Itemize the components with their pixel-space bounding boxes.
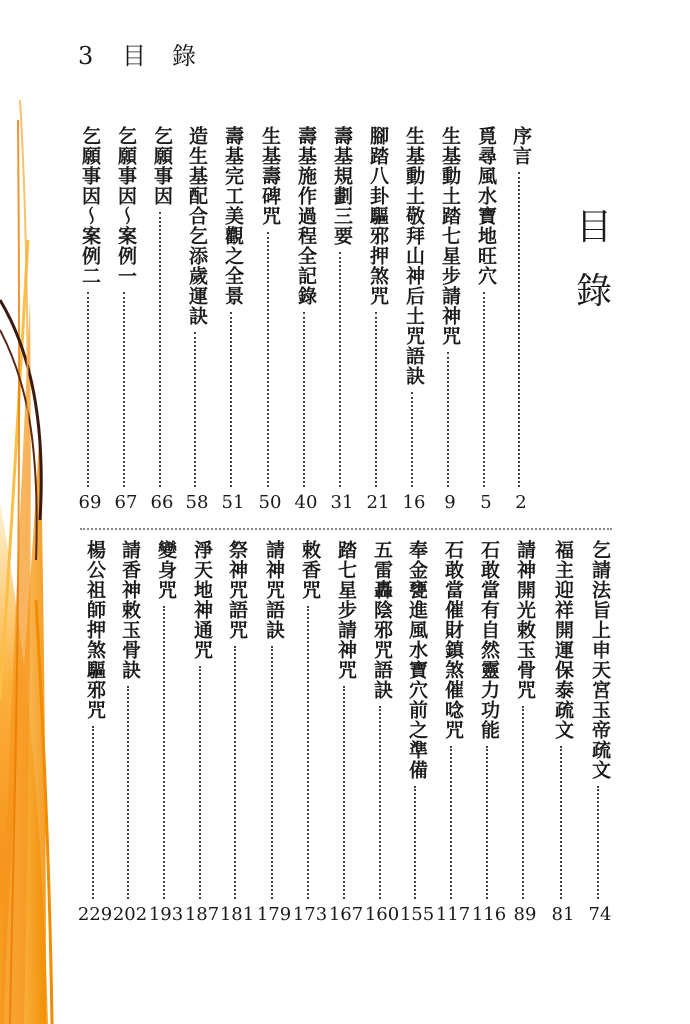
- running-header: [78, 38, 196, 74]
- toc-entry-page: 66: [150, 492, 174, 513]
- toc-entry-page: 67: [114, 492, 138, 513]
- toc-entry-page: 181: [219, 904, 255, 925]
- toc-entry-page: 179: [256, 904, 292, 925]
- toc-entry-page: 9: [444, 492, 456, 513]
- toc-entry-title: 五雷轟陰邪咒語訣: [371, 540, 393, 700]
- toc-entry: [506, 126, 536, 513]
- leader-dots: [447, 352, 449, 487]
- leader-dots: [123, 292, 125, 487]
- leader-dots: [560, 746, 562, 899]
- page-title: [574, 196, 614, 324]
- toc-entry-page: 81: [551, 904, 575, 925]
- toc-entry: [219, 540, 255, 925]
- toc-entry: [75, 126, 105, 513]
- toc-entry: [363, 126, 393, 513]
- leader-dots: [411, 392, 413, 487]
- toc-entry-title: 乞願事因〜案例二: [79, 126, 101, 286]
- toc-entry-title: 生基動土踏七星步請神咒: [439, 126, 461, 346]
- toc-entry-title: 變身咒: [155, 540, 177, 600]
- toc-entry-page: 74: [588, 904, 612, 925]
- toc-entry-title: 淨天地神通咒: [191, 540, 213, 660]
- leader-dots: [87, 292, 89, 487]
- toc-entry-title: 壽基規劃三要: [331, 126, 353, 246]
- toc-entry-page: 89: [513, 904, 537, 925]
- toc-entry-page: 50: [258, 492, 282, 513]
- leader-dots: [307, 606, 309, 899]
- leader-dots: [234, 646, 236, 899]
- toc-entry-title: 乞願事因〜案例一: [115, 126, 137, 286]
- toc-entry: [256, 540, 292, 925]
- toc-entry-title: 請神咒語訣: [263, 540, 285, 640]
- toc-entry: [399, 126, 429, 513]
- toc-entry: [292, 540, 328, 925]
- toc-entry-title: 楊公祖師押煞驅邪咒: [84, 540, 106, 720]
- toc-entry-title: 生基壽碑咒: [259, 126, 281, 226]
- section-divider: [80, 528, 612, 530]
- toc-entry: [218, 126, 248, 513]
- leader-dots: [267, 232, 269, 487]
- decorative-ribbon-graphic: [0, 0, 80, 1024]
- leader-dots: [343, 686, 345, 899]
- toc-entry-page: 229: [77, 904, 113, 925]
- toc-entry-title: 乞願事因: [151, 126, 173, 206]
- leader-dots: [127, 686, 129, 899]
- title-char-1: 目: [575, 207, 612, 248]
- toc-entry-title: 序言: [510, 126, 532, 166]
- toc-entry-page: 202: [112, 904, 148, 925]
- toc-entry: [327, 126, 357, 513]
- toc-entry: [435, 540, 471, 925]
- toc-entry-title: 奉金甕進風水寶穴前之準備: [406, 540, 428, 780]
- toc-entry-page: 117: [435, 904, 471, 925]
- toc-entry: [182, 126, 212, 513]
- toc-entry: [435, 126, 465, 513]
- toc-entry-title: 踏七星步請神咒: [335, 540, 357, 680]
- toc-entry: [585, 540, 615, 925]
- toc-entry-page: 173: [292, 904, 328, 925]
- toc-entry-page: 116: [471, 904, 507, 925]
- leader-dots: [199, 666, 201, 899]
- leader-dots: [159, 212, 161, 487]
- toc-entry-page: 160: [364, 904, 400, 925]
- toc-entry-title: 福主迎祥開運保泰疏文: [552, 540, 574, 740]
- toc-entry-page: 31: [330, 492, 354, 513]
- toc-entry: [510, 540, 540, 925]
- toc-entry: [147, 126, 177, 513]
- leader-dots: [450, 746, 452, 899]
- toc-entry: [148, 540, 184, 925]
- title-char-2: 錄: [575, 271, 612, 312]
- toc-entry-title: 壽基施作過程全記錄: [295, 126, 317, 306]
- toc-entry-page: 58: [185, 492, 209, 513]
- toc-entry: [255, 126, 285, 513]
- header-title-char-2: 錄: [172, 42, 196, 70]
- toc-entry: [548, 540, 578, 925]
- toc-entry: [112, 540, 148, 925]
- toc-entry-page: 16: [402, 492, 426, 513]
- toc-entry-title: 腳踏八卦驅邪押煞咒: [367, 126, 389, 306]
- toc-entry-title: 乞請法旨上申天宮玉帝疏文: [589, 540, 611, 780]
- toc-entry: [471, 540, 507, 925]
- toc-entry-page: 155: [399, 904, 435, 925]
- leader-dots: [379, 706, 381, 899]
- toc-entry: [184, 540, 220, 925]
- toc-entry-title: 壽基完工美觀之全景: [222, 126, 244, 306]
- leader-dots: [486, 746, 488, 899]
- leader-dots: [375, 312, 377, 487]
- leader-dots: [597, 786, 599, 899]
- leader-dots: [414, 786, 416, 899]
- toc-entry-page: 187: [184, 904, 220, 925]
- leader-dots: [522, 706, 524, 899]
- toc-entry: [328, 540, 364, 925]
- toc-entry-title: 造生基配合乞添歲運訣: [186, 126, 208, 326]
- toc-entry-title: 石敢當有自然靈力功能: [478, 540, 500, 740]
- toc-entry-page: 69: [78, 492, 102, 513]
- leader-dots: [518, 172, 520, 487]
- toc-entry: [399, 540, 435, 925]
- toc-entry-title: 請神開光敕玉骨咒: [514, 540, 536, 700]
- toc-entry-title: 石敢當催財鎮煞催唸咒: [442, 540, 464, 740]
- leader-dots: [92, 726, 94, 899]
- page-number: 3: [78, 42, 94, 70]
- toc-entry-page: 40: [294, 492, 318, 513]
- leader-dots: [163, 606, 165, 899]
- leader-dots: [339, 252, 341, 487]
- toc-entry-title: 祭神咒語咒: [226, 540, 248, 640]
- leader-dots: [303, 312, 305, 487]
- toc-entry-page: 193: [148, 904, 184, 925]
- header-title-char-1: 目: [122, 42, 146, 70]
- leader-dots: [483, 292, 485, 487]
- toc-entry: [111, 126, 141, 513]
- leader-dots: [230, 312, 232, 487]
- toc-entry-page: 21: [366, 492, 390, 513]
- leader-dots: [194, 332, 196, 487]
- toc-entry-page: 2: [515, 492, 527, 513]
- toc-entry-title: 請香神敕玉骨訣: [119, 540, 141, 680]
- toc-entry-page: 51: [221, 492, 245, 513]
- toc-entry-page: 5: [480, 492, 492, 513]
- toc-entry-title: 覓尋風水寶地旺穴: [475, 126, 497, 286]
- leader-dots: [271, 646, 273, 899]
- toc-entry: [77, 540, 113, 925]
- toc-entry-title: 生基動土敬拜山神后土咒語訣: [403, 126, 425, 386]
- toc-entry: [471, 126, 501, 513]
- toc-entry-page: 167: [328, 904, 364, 925]
- toc-entry: [291, 126, 321, 513]
- toc-entry: [364, 540, 400, 925]
- toc-entry-title: 敕香咒: [299, 540, 321, 600]
